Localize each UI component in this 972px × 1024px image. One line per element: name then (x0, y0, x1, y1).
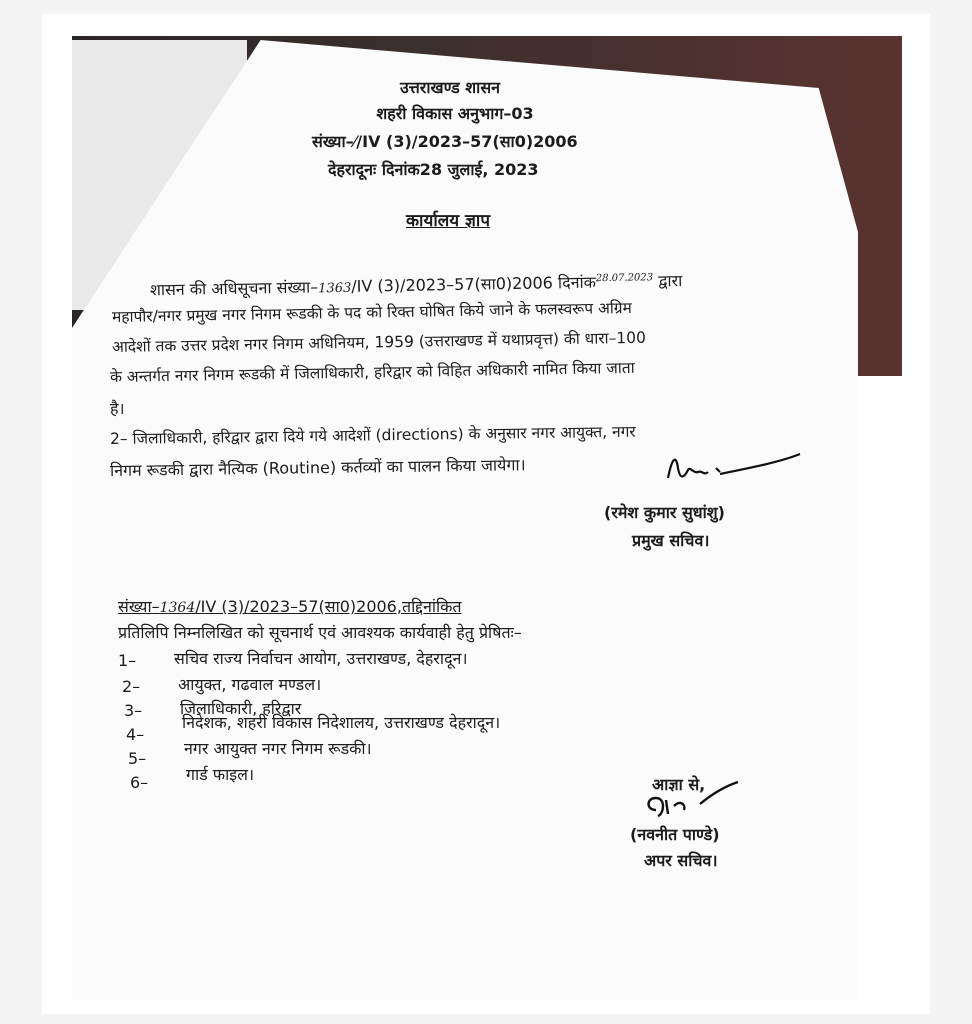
header-date: देहरादूनः दिनांक28 जुलाई, 2023 (328, 160, 539, 179)
handwritten-notification-date: 28.07.2023 (595, 272, 654, 285)
copy-item-text-1: सचिव राज्य निर्वाचन आयोग, उत्तराखण्ड, देहरादून। (174, 649, 468, 668)
signatory1-designation: प्रमुख सचिव। (632, 531, 710, 550)
signatory2-name: (नवनीत पाण्डे) (630, 825, 720, 844)
blank-mark: ⁄ (353, 132, 357, 151)
copy-intro: प्रतिलिपि निम्नलिखित को सूचनार्थ एवं आवश्यक कार्यवाही हेतु प्रेषितः– (118, 623, 522, 642)
copy-item-text-4: निदेशक, शहरी विकास निदेशालय, उत्तराखण्ड देहरादून। (182, 713, 501, 732)
para1-line1: शासन की अधिसूचना संख्या–1363/IV (3)/2023–57(सा0)2006 दिनांक$^{28.07.2023}$ द्वारा (149, 271, 683, 300)
signatory1-name: (रमेश कुमार सुधांशु) (604, 503, 725, 522)
para1-line5: है। (110, 399, 125, 418)
copy-item-text-6: गार्ड फाइल। (186, 765, 255, 784)
copy-item-text-5: नगर आयुक्त नगर निगम रूडकी। (184, 739, 372, 758)
para1-line3: आदेशों तक उत्तर प्रदेश नगर निगम अधिनियम, 1959 (उत्तराखण्ड में यथाप्रवृत्त) की धारा–100 (111, 328, 647, 356)
copy-item-num-6: 6– (130, 773, 149, 792)
para1-line2: महापौर/नगर प्रमुख नगर निगम रूडकी के पद को रिक्त घोषित किये जाने के फलस्वरूप अग्रिम (111, 298, 633, 326)
memo-title: कार्यालय ज्ञाप (406, 211, 490, 231)
header-department: शहरी विकास अनुभाग–03 (376, 104, 534, 123)
copy-item-num-3: 3– (124, 701, 143, 720)
by-order-text: आज्ञा से, (652, 775, 706, 794)
initials-mark (640, 780, 750, 830)
copy-item-num-1: 1– (118, 651, 137, 670)
para2-line2: निगम रूडकी द्वारा नैत्यिक (Routine) कर्तव्यों का पालन किया जायेगा। (109, 455, 526, 480)
signatory2-designation: अपर सचिव। (644, 851, 718, 870)
header-reference-number: संख्या–⁄/IV (3)/2023–57(सा0)2006 (312, 132, 578, 151)
copy-item-text-2: आयुक्त, गढवाल मण्डल। (178, 675, 322, 694)
copy-item-num-2: 2– (122, 677, 141, 696)
para2-line1: 2– जिलाधिकारी, हरिद्वार द्वारा दिये गये आदेशों (directions) के अनुसार नगर आयुक्त, नगर (109, 422, 636, 448)
copy-item-text-3: जिलाधिकारी, हरिद्वार (180, 699, 302, 718)
para1-line4: के अन्तर्गत नगर निगम रूडकी में जिलाधिकारी, हरिद्वार को विहित अधिकारी नामित किया जाता (109, 358, 635, 386)
handwritten-notification-number: 1363 (318, 280, 352, 297)
signature-mark (660, 448, 810, 488)
copy-reference-number: संख्या–1364/IV (3)/2023–57(सा0)2006,तद्दिनांकित (118, 597, 462, 616)
handwritten-copy-number: 1364 (159, 600, 196, 616)
copy-item-num-5: 5– (128, 749, 147, 768)
header-government: उत्तराखण्ड शासन (399, 78, 501, 97)
copy-item-num-4: 4– (126, 725, 145, 744)
